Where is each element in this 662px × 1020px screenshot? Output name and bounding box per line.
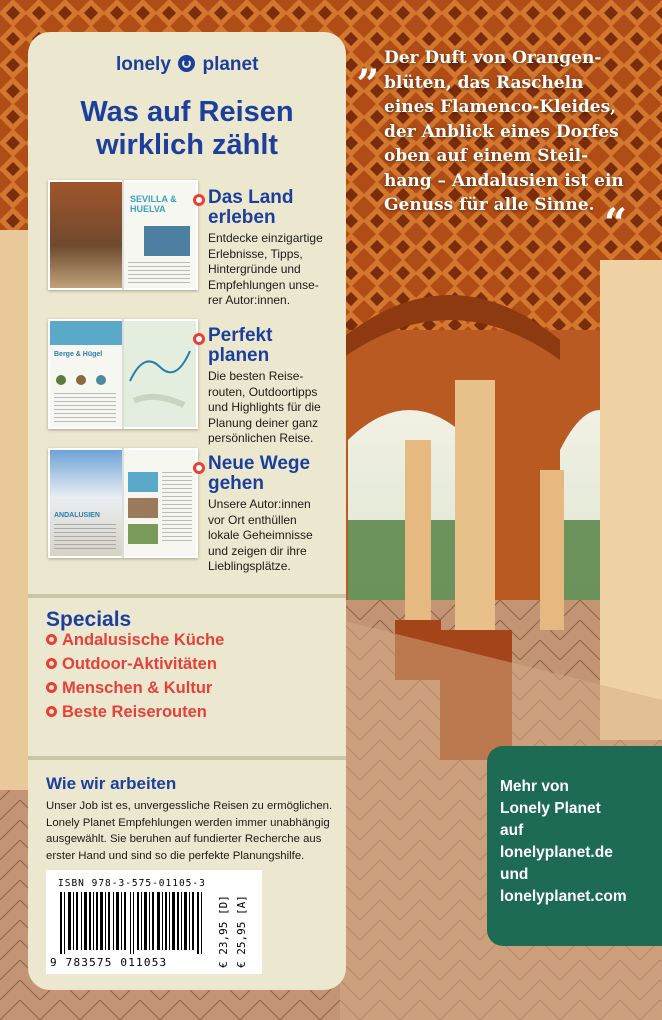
- price-germany: € 23,95 [D]: [217, 895, 230, 968]
- feature-desc-line: Hintergründe und: [208, 262, 301, 276]
- thumb-photo: [56, 375, 66, 385]
- quote-line: Der Duft von Orangen-: [384, 48, 602, 68]
- feature-desc-line: und zeigen dir ihre: [208, 543, 307, 558]
- specials-item-label: Andalusische Küche: [62, 631, 225, 649]
- thumb-photo: [128, 498, 158, 518]
- photo-page: [50, 182, 122, 288]
- how-we-work-line: ausgewählt. Sie beruhen auf fundierter Recherche aus: [46, 833, 322, 845]
- thumb-text-lines: [128, 262, 190, 284]
- quote-line: hang – Andalusien ist ein: [384, 170, 624, 191]
- thumb-heading: ANDALUSIEN: [54, 512, 100, 519]
- thumb-text-lines: [162, 472, 192, 544]
- thumb-heading-line: SEVILLA &: [130, 194, 177, 204]
- close-quote-mark: “: [604, 200, 628, 247]
- page-title: [28, 96, 346, 162]
- feature-desc-line: Erlebnisse, Tipps,: [208, 246, 303, 261]
- specials-heading: Specials: [46, 608, 132, 631]
- ean-number: 9 783575 011053: [50, 956, 168, 969]
- more-line: auf: [500, 822, 524, 839]
- thumb-photo: [96, 375, 106, 385]
- feature-desc-line: Empfehlungen unse-: [208, 277, 319, 292]
- quote-line: der Anblick eines Dorfes: [384, 121, 619, 142]
- bullet-ring-icon: [193, 462, 205, 474]
- section-divider: [28, 756, 346, 760]
- feature-title: [208, 188, 294, 228]
- feature-title-line: Neue Wege: [208, 453, 311, 474]
- text-page: [50, 321, 122, 427]
- open-quote-mark: „: [357, 38, 381, 85]
- how-we-work-text: [46, 798, 342, 864]
- info-panel: [28, 32, 346, 990]
- book-spread-thumbnail: [48, 180, 198, 290]
- how-we-work-line: erster Hand und sind so die perfekte Planungshilfe.: [46, 849, 305, 862]
- bullet-ring-icon: [46, 658, 57, 669]
- feature-perfekt-planen: [28, 319, 346, 445]
- feature-desc-line: Lieblingsplätze.: [208, 559, 291, 573]
- thumb-heading: [130, 194, 177, 214]
- feature-desc-line: routen, Outdoortipps: [208, 384, 318, 399]
- more-line: Mehr von: [500, 778, 569, 795]
- route-map: [124, 321, 196, 427]
- feature-desc-line: und Highlights für die: [208, 400, 321, 414]
- more-line: Lonely Planet: [500, 800, 601, 817]
- feature-neue-wege: [28, 448, 346, 573]
- barcode-icon: [60, 892, 208, 954]
- specials-item: [46, 703, 207, 722]
- text-page: [124, 450, 196, 556]
- specials-item-label: Menschen & Kultur: [62, 679, 213, 697]
- thumb-banner: [50, 321, 122, 345]
- title-line-1: Was auf Reisen: [80, 96, 294, 128]
- price-block: [214, 876, 254, 972]
- thumb-heading: Berge & Hügel: [54, 351, 103, 358]
- specials-item: [46, 655, 217, 674]
- globe-icon: [178, 55, 195, 72]
- feature-desc-line: Planung deiner ganz: [208, 415, 319, 430]
- how-we-work-line: Lonely Planet Empfehlungen werden immer unabhängig: [46, 816, 330, 829]
- feature-desc-line: persönlichen Reise.: [208, 431, 314, 445]
- text-page: [124, 182, 196, 288]
- feature-desc-line: Entdecke einzigartige: [208, 231, 323, 245]
- feature-title-line: gehen: [208, 473, 264, 494]
- section-divider: [28, 594, 346, 598]
- photo-page: [50, 450, 122, 556]
- more-from-lonely-planet-box: [487, 746, 662, 946]
- bullet-ring-icon: [46, 634, 57, 645]
- specials-item: [46, 631, 224, 650]
- thumb-photo: [144, 226, 190, 256]
- how-we-work-line: Unser Job ist es, unvergessliche Reisen zu ermöglichen.: [46, 800, 333, 812]
- feature-title: [208, 454, 310, 494]
- bullet-ring-icon: [193, 194, 205, 206]
- title-line-2: wirklich zählt: [95, 129, 279, 161]
- specials-item-label: Outdoor-Aktivitäten: [62, 655, 217, 673]
- price-austria: € 25,95 [A]: [235, 895, 248, 968]
- feature-description: [208, 497, 340, 575]
- feature-title-line: Das Land: [208, 187, 294, 208]
- map-page: [124, 321, 196, 427]
- feature-description: [208, 369, 340, 447]
- thumb-photo: [128, 524, 158, 544]
- website-link-de[interactable]: lonelyplanet.de: [500, 844, 613, 861]
- lonely-planet-logo: [116, 54, 258, 76]
- feature-desc-line: rer Autor:innen.: [208, 293, 291, 307]
- specials-item-label: Beste Reiserouten: [62, 703, 207, 721]
- book-spread-thumbnail: [48, 448, 198, 558]
- feature-desc-line: Unsere Autor:innen: [208, 497, 311, 511]
- thumb-heading-line: HUELVA: [130, 204, 166, 214]
- isbn-text: ISBN 978-3-575-01105-3: [58, 878, 206, 889]
- quote-line: Genuss für alle Sinne.: [384, 195, 595, 215]
- thumb-photo: [76, 375, 86, 385]
- feature-desc-line: lokale Geheimnisse: [208, 528, 313, 542]
- feature-title-line: Perfekt: [208, 325, 273, 346]
- more-line: und: [500, 866, 529, 883]
- quote-line: oben auf einem Steil-: [384, 146, 589, 166]
- bullet-ring-icon: [46, 706, 57, 717]
- thumb-text-lines: [54, 524, 116, 550]
- how-we-work-heading: Wie wir arbeiten: [46, 774, 177, 793]
- feature-desc-line: vor Ort enthüllen: [208, 512, 297, 527]
- book-spread-thumbnail: [48, 319, 198, 429]
- thumb-photo: [128, 472, 158, 492]
- thumb-text-lines: [54, 393, 116, 423]
- specials-item: [46, 679, 212, 698]
- bullet-ring-icon: [193, 333, 205, 345]
- quote-line: blüten, das Rascheln: [384, 72, 584, 93]
- pull-quote: [384, 46, 662, 218]
- feature-title-line: erleben: [208, 207, 276, 228]
- website-link-com[interactable]: lonelyplanet.com: [500, 888, 627, 905]
- feature-desc-line: Die besten Reise-: [208, 369, 304, 383]
- logo-word-right: planet: [202, 54, 259, 75]
- quote-line: eines Flamenco-Kleides,: [384, 97, 617, 117]
- feature-das-land: [28, 180, 346, 307]
- feature-title: [208, 326, 272, 366]
- barcode-box: [46, 870, 262, 974]
- logo-word-left: lonely: [116, 54, 171, 75]
- bullet-ring-icon: [46, 682, 57, 693]
- feature-title-line: planen: [208, 345, 270, 366]
- feature-description: [208, 231, 340, 309]
